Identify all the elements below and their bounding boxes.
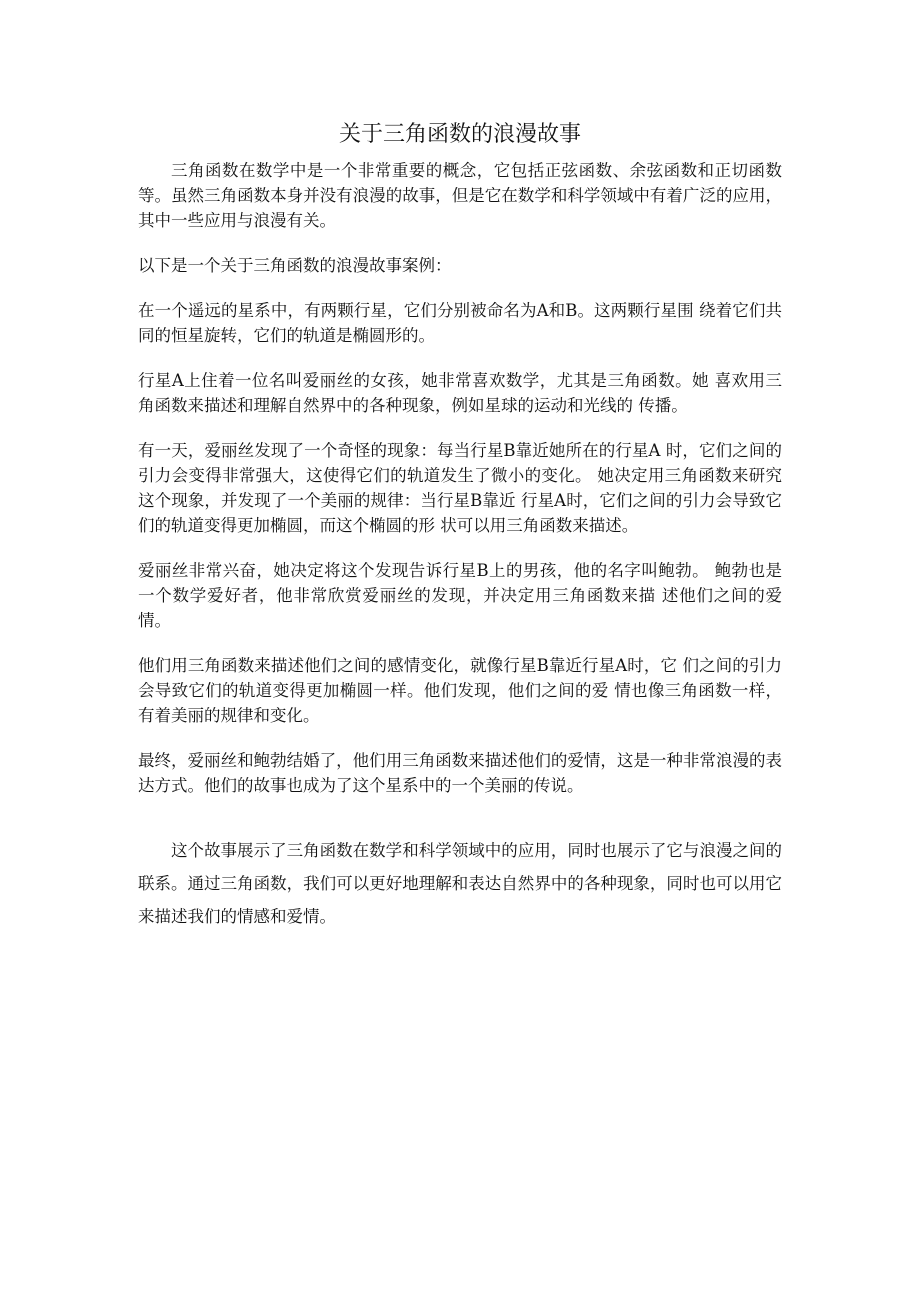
story-paragraph-1: 在一个遥远的星系中，有两颗行星，它们分别被命名为A和B。这两颗行星围 绕着它们共同的恒星旋转，它们的轨道是椭圆形的。: [138, 301, 782, 345]
story-paragraph-6: 最终，爱丽丝和鲍勃结婚了，他们用三角函数来描述他们的爱情，这是一种非常浪漫的表达方式。他们的故事也成为了这个星系中的一个美丽的传说。: [138, 751, 782, 795]
story-paragraph-5: 他们用三角函数来描述他们之间的感情变化，就像行星B靠近行星A时，它 们之间的引力会导致它们的轨道变得更加椭圆一样。他们发现，他们之间的爱 情也像三角函数一样，有着美丽的规律和变化。: [138, 656, 782, 725]
page-title: 关于三角函数的浪漫故事: [338, 122, 581, 147]
story-paragraph-4: 爱丽丝非常兴奋，她决定将这个发现告诉行星B上的男孩，他的名字叫鲍勃。 鲍勃也是一个数学爱好者，他非常欣赏爱丽丝的发现，并决定用三角函数来描 述他们之间的爱情。: [138, 561, 782, 630]
intro-paragraph: 三角函数在数学中是一个非常重要的概念，它包括正弦函数、余弦函数和正切函数等。虽然三角函数本身并没有浪漫的故事，但是它在数学和科学领域中有着广泛的应用，其中一些应用与浪漫有关。: [138, 161, 782, 230]
story-paragraph-3: 有一天，爱丽丝发现了一个奇怪的现象：每当行星B靠近她所在的行星A 时，它们之间的引力会变得非常强大，这使得它们的轨道发生了微小的变化。 她决定用三角函数来研究这个现象，并发现了一个美丽的规律：当行星B靠近 行星A时，它们之间的引力会导致它们的轨道变得更加椭圆，而这个椭圆的形 状可以用三角函数来描述。: [138, 441, 782, 535]
story-paragraph-2: 行星A上住着一位名叫爱丽丝的女孩，她非常喜欢数学，尤其是三角函数。她 喜欢用三角函数来描述和理解自然界中的各种现象，例如星球的运动和光线的 传播。: [138, 371, 782, 415]
story-intro-paragraph: 以下是一个关于三角函数的浪漫故事案例：: [138, 256, 452, 275]
conclusion-paragraph: 这个故事展示了三角函数在数学和科学领域中的应用，同时也展示了它与浪漫之间的联系。通过三角函数，我们可以更好地理解和表达自然界中的各种现象，同时也可以用它来描述我们的情感和爱情。: [138, 841, 782, 926]
document-body: [138, 158, 782, 950]
